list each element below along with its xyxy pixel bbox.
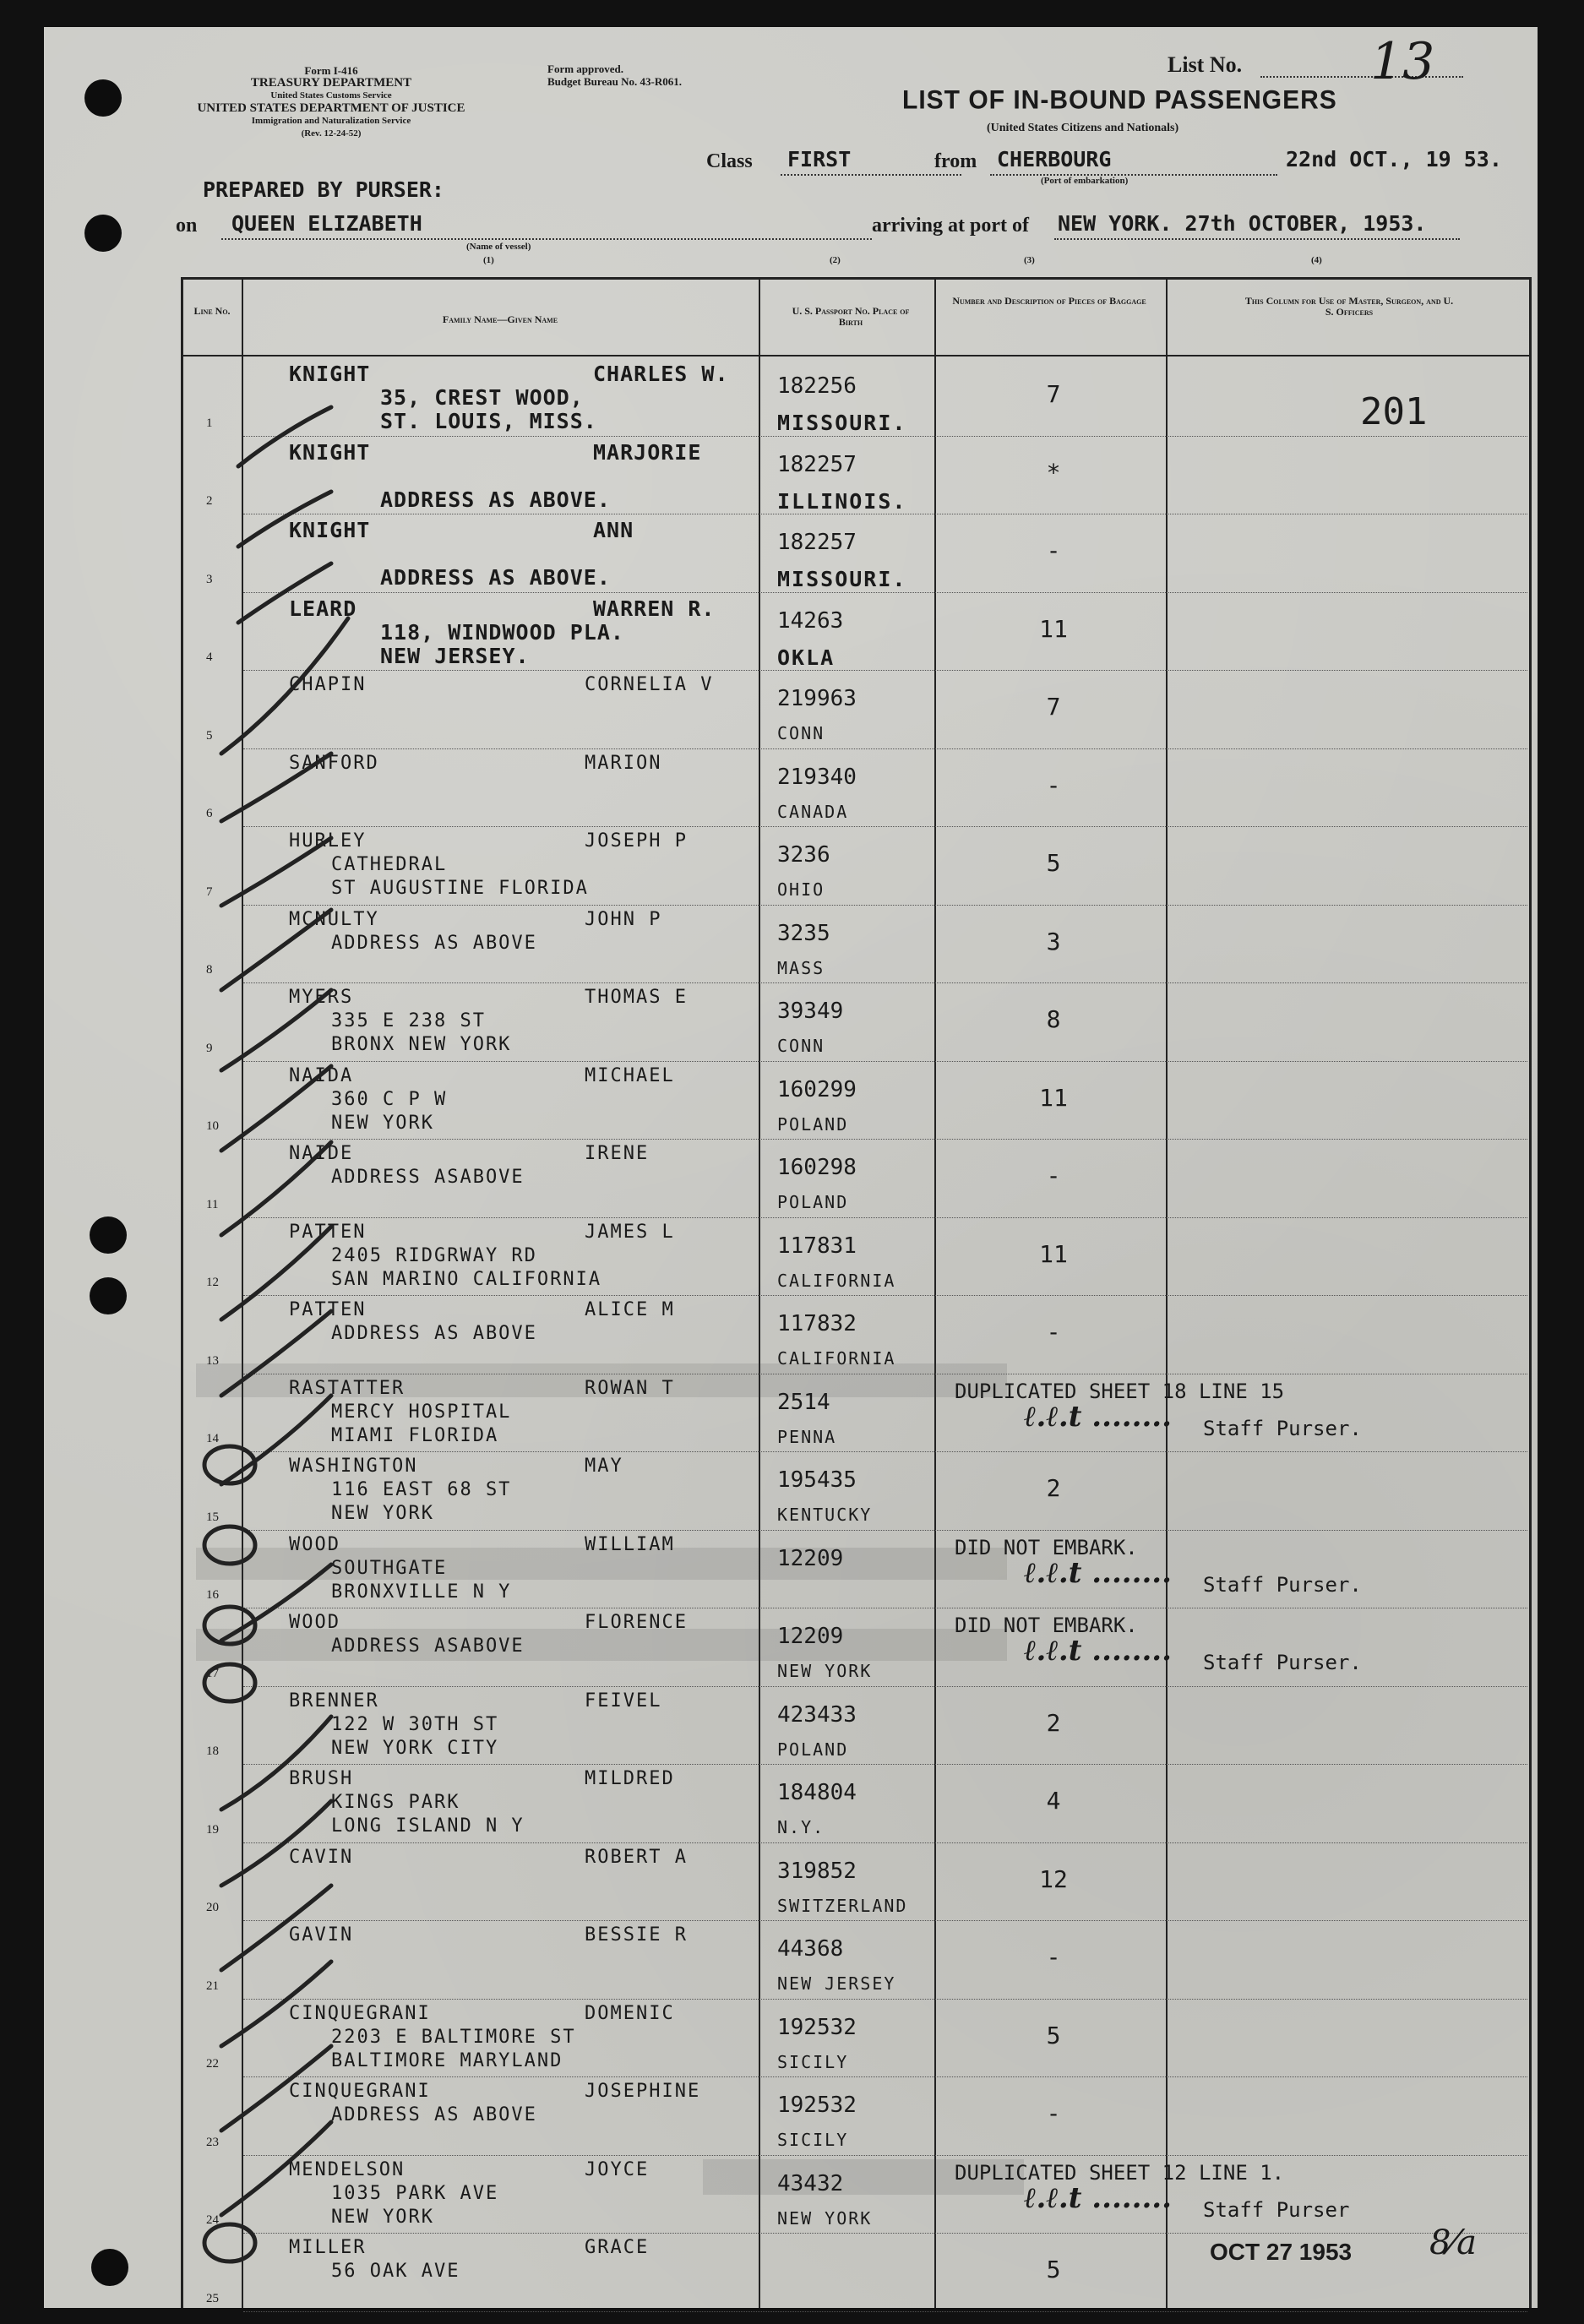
- header-baggage: Number and Description of Pieces of Baggage: [952, 295, 1146, 307]
- passport-number: 117831: [777, 1233, 857, 1259]
- col-number-2: (2): [830, 255, 841, 265]
- given-name: ROBERT A: [585, 1846, 688, 1868]
- address-line-1: 335 E 238 ST: [331, 1010, 486, 1031]
- arriving-label: arriving at port of: [872, 215, 1029, 237]
- family-name: KNIGHT: [289, 518, 371, 542]
- prepared-by: PREPARED BY PURSER:: [203, 177, 444, 202]
- form-approval: [547, 63, 682, 88]
- family-name: NAIDA: [289, 1064, 354, 1086]
- place-of-birth: POLAND: [777, 1192, 849, 1212]
- given-name: GRACE: [585, 2237, 650, 2258]
- line-number: 13: [206, 1353, 219, 1368]
- passport-number: 3236: [777, 842, 830, 868]
- from-label: from: [934, 150, 977, 172]
- form-number: Form I-416: [304, 64, 358, 77]
- address-line-2: NEW YORK CITY: [331, 1737, 499, 1759]
- header-officers: This Column for Use of Master, Surgeon, and U. S. Officers: [1244, 295, 1454, 318]
- form-title: LIST OF IN-BOUND PASSENGERS: [902, 85, 1337, 115]
- passport-number: 192532: [777, 2093, 857, 2118]
- purser-initials-signature: ℓ.ℓ.t ........: [1024, 1399, 1172, 1434]
- baggage-count: 11: [1039, 1083, 1068, 1112]
- address-line-2: ST AUGUSTINE FLORIDA: [331, 878, 589, 899]
- address-line-1: ADDRESS AS ABOVE: [331, 2104, 537, 2125]
- passport-number: 12209: [777, 1545, 844, 1571]
- address-line-2: ADDRESS AS ABOVE.: [380, 487, 611, 512]
- given-name: MILDRED: [585, 1768, 675, 1789]
- address-line-1: MERCY HOSPITAL: [331, 1401, 512, 1423]
- family-name: RASTATTER: [289, 1377, 406, 1399]
- given-name: MARION: [585, 752, 662, 774]
- address-line-2: NEW YORK: [331, 1112, 434, 1134]
- col-number-4: (4): [1311, 255, 1322, 265]
- address-line-2: NEW JERSEY.: [380, 643, 530, 668]
- given-name: ROWAN T: [585, 1377, 675, 1399]
- given-name: MAY: [585, 1456, 623, 1477]
- baggage-count: 5: [1046, 2256, 1061, 2283]
- passport-number: 39349: [777, 999, 844, 1024]
- place-of-birth: POLAND: [777, 1113, 849, 1135]
- family-name: WOOD: [289, 1533, 340, 1555]
- passport-number: 43432: [777, 2170, 844, 2196]
- address-line-1: 118, WINDWOOD PLA.: [380, 619, 624, 645]
- given-name: FEIVEL: [585, 1690, 662, 1712]
- place-of-birth: CALIFORNIA: [777, 1348, 896, 1369]
- place-of-birth: ILLINOIS.: [777, 488, 907, 514]
- address-line-1: 35, CREST WOOD,: [380, 385, 584, 410]
- place-of-birth: SWITZERLAND: [777, 1895, 908, 1916]
- given-name: JOYCE: [585, 2158, 650, 2180]
- baggage-count: 4: [1046, 1787, 1061, 1815]
- given-name: MARJORIE: [593, 439, 702, 465]
- place-of-birth: KENTUCKY: [777, 1505, 873, 1525]
- passport-number: 319852: [777, 1858, 857, 1884]
- family-name: CINQUEGRANI: [289, 2002, 431, 2024]
- given-name: FLORENCE: [585, 1612, 688, 1633]
- address-line-1: CATHEDRAL: [331, 854, 448, 875]
- place-of-birth: MISSOURI.: [777, 567, 907, 591]
- family-name: WASHINGTON: [289, 1456, 418, 1477]
- place-of-birth: MISSOURI.: [777, 411, 907, 435]
- family-name: CINQUEGRANI: [289, 2081, 431, 2102]
- family-name: WOOD: [289, 1612, 340, 1633]
- family-name: CAVIN: [289, 1846, 354, 1868]
- line-number: 19: [206, 1822, 219, 1837]
- staff-purser-signature: Staff Purser: [1203, 2197, 1350, 2222]
- form-subtitle: (United States Citizens and Nationals): [987, 122, 1179, 134]
- ins-service: Immigration and Naturalization Service: [251, 116, 411, 126]
- header-passport: U. S. Passport No. Place of Birth: [792, 305, 910, 328]
- staff-purser-signature: Staff Purser.: [1203, 1416, 1362, 1440]
- baggage-count: -: [1046, 2099, 1061, 2127]
- customs-service: United States Customs Service: [270, 90, 392, 101]
- passport-number: 2514: [777, 1389, 830, 1415]
- passport-number: 423433: [777, 1701, 857, 1728]
- address-line-1: 1035 PARK AVE: [331, 2182, 499, 2204]
- address-line-2: ADDRESS AS ABOVE.: [380, 565, 611, 590]
- officer-remark: DID NOT EMBARK.: [955, 1614, 1138, 1637]
- family-name: MENDELSON: [289, 2158, 406, 2180]
- check-marks: [188, 399, 407, 2300]
- handwritten-mark: 8⁄a: [1429, 2223, 1477, 2262]
- address-line-2: SAN MARINO CALIFORNIA: [331, 1268, 602, 1290]
- baggage-count: 2: [1046, 1708, 1061, 1737]
- line-number: 20: [206, 1901, 219, 1914]
- baggage-count: 11: [1039, 614, 1068, 643]
- baggage-count: 2: [1046, 1474, 1061, 1502]
- line-number: 5: [206, 728, 213, 743]
- line-number: 8: [206, 963, 213, 977]
- vessel-name: QUEEN ELIZABETH: [231, 211, 422, 236]
- address-line-2: BRONX NEW YORK: [331, 1034, 512, 1055]
- embarkation-date: 22nd OCT., 19 53.: [1286, 147, 1502, 171]
- line-number: 14: [206, 1432, 219, 1445]
- passport-number: 182257: [777, 451, 857, 477]
- family-name: BRENNER: [289, 1690, 379, 1712]
- on-label: on: [176, 215, 198, 237]
- address-line-2: MIAMI FLORIDA: [331, 1424, 499, 1446]
- place-of-birth: CANADA: [777, 801, 849, 822]
- officer-remark: DUPLICATED SHEET 12 LINE 1.: [955, 2160, 1285, 2185]
- place-of-birth: SICILY: [777, 2130, 849, 2150]
- family-name: KNIGHT: [289, 362, 371, 386]
- passport-number: 14263: [777, 607, 844, 634]
- line-number: 17: [206, 1666, 219, 1680]
- baggage-count: -: [1046, 536, 1061, 564]
- line-number: 4: [206, 650, 213, 664]
- line-number: 18: [206, 1744, 219, 1758]
- staff-purser-signature: Staff Purser.: [1203, 1572, 1362, 1597]
- address-line-1: 2203 E BALTIMORE ST: [331, 2026, 576, 2048]
- line-number: 12: [206, 1276, 219, 1289]
- class-value: FIRST: [787, 147, 852, 171]
- passport-number: 192532: [777, 2014, 857, 2040]
- baggage-count: 7: [1046, 380, 1061, 408]
- line-number: 21: [206, 1978, 219, 1993]
- class-label: Class: [706, 150, 753, 172]
- address-line-2: BALTIMORE MARYLAND: [331, 2049, 563, 2071]
- place-of-birth: SICILY: [777, 2051, 849, 2072]
- col-number-3: (3): [1024, 255, 1035, 265]
- justice-dept: UNITED STATES DEPARTMENT OF JUSTICE: [197, 101, 465, 115]
- line-number: 3: [206, 572, 213, 586]
- given-name: CORNELIA V: [585, 674, 714, 695]
- given-name: WARREN R.: [593, 596, 716, 621]
- line-number: 7: [206, 884, 213, 899]
- from-port: CHERBOURG: [997, 147, 1112, 171]
- family-name: KNIGHT: [289, 439, 371, 465]
- col-number-1: (1): [483, 255, 494, 265]
- passport-number: 182256: [777, 373, 857, 399]
- given-name: THOMAS E: [585, 987, 688, 1008]
- staff-purser-signature: Staff Purser.: [1203, 1651, 1362, 1674]
- passport-number: 160298: [777, 1155, 857, 1180]
- baggage-count: 12: [1039, 1864, 1068, 1893]
- place-of-birth: NEW YORK: [777, 2207, 873, 2229]
- baggage-count: -: [1046, 1162, 1061, 1189]
- address-line-1: 116 EAST 68 ST: [331, 1479, 512, 1500]
- budget-bureau: Budget Bureau No. 43-R061.: [547, 75, 683, 88]
- family-name: PATTEN: [289, 1221, 367, 1243]
- purser-initials-signature: ℓ.ℓ.t ........: [1024, 1634, 1172, 1668]
- line-number: 24: [206, 2213, 219, 2227]
- place-of-birth: NEW JERSEY: [777, 1973, 896, 1994]
- form-revision: (Rev. 12-24-52): [301, 128, 362, 139]
- line-number: 10: [206, 1119, 219, 1133]
- family-name: CHAPIN: [289, 674, 367, 695]
- line-number: 16: [206, 1588, 219, 1602]
- address-line-2: NEW YORK: [331, 2206, 434, 2228]
- line-number: 25: [206, 2291, 219, 2305]
- officer-number: 201: [1360, 390, 1428, 433]
- purser-initials-signature: ℓ.ℓ.t ........: [1024, 1555, 1172, 1590]
- line-number: 6: [206, 807, 213, 820]
- place-of-birth: POLAND: [777, 1739, 849, 1760]
- table-top-border: [181, 277, 1531, 280]
- place-of-birth: PENNA: [777, 1426, 837, 1447]
- header-line-no: Line No.: [193, 305, 231, 317]
- address-line-1: 360 C P W: [331, 1088, 448, 1110]
- baggage-count: -: [1046, 1943, 1061, 1971]
- place-of-birth: MASS: [777, 957, 825, 978]
- given-name: MICHAEL: [585, 1064, 675, 1086]
- manifest-sheet: [44, 27, 1538, 2308]
- line-number: 23: [206, 2135, 219, 2149]
- baggage-count: -: [1046, 770, 1061, 799]
- line-number: 9: [206, 1041, 213, 1055]
- address-line-1: 56 OAK AVE: [331, 2261, 460, 2282]
- family-name: GAVIN: [289, 1924, 354, 1946]
- header-name: Family Name—Given Name: [442, 313, 558, 325]
- family-name: HURLEY: [289, 830, 367, 852]
- place-of-birth: OKLA: [777, 645, 836, 670]
- passport-number: 12209: [777, 1624, 844, 1649]
- family-name: LEARD: [289, 596, 357, 621]
- baggage-count: 3: [1046, 927, 1061, 955]
- given-name: ALICE M: [585, 1299, 675, 1320]
- passport-number: 44368: [777, 1936, 844, 1962]
- given-name: JOHN P: [585, 908, 662, 930]
- given-name: DOMENIC: [585, 2002, 675, 2024]
- place-of-birth: OHIO: [777, 879, 825, 900]
- address-line-1: 122 W 30TH ST: [331, 1713, 499, 1735]
- line-number: 15: [206, 1510, 219, 1524]
- address-line-1: ADDRESS AS ABOVE: [331, 932, 537, 954]
- address-line-2: BRONXVILLE N Y: [331, 1581, 512, 1603]
- baggage-count: 5: [1046, 849, 1061, 877]
- line-number: 2: [206, 494, 213, 508]
- line-number: 1: [206, 416, 213, 430]
- form-header-left: [196, 64, 466, 140]
- passport-number: 219340: [777, 764, 857, 790]
- form-approved: Form approved.: [547, 63, 624, 75]
- address-line-1: ADDRESS AS ABOVE: [331, 1323, 537, 1344]
- officer-remark: DUPLICATED SHEET 18 LINE 15: [955, 1379, 1285, 1403]
- given-name: IRENE: [585, 1143, 650, 1164]
- address-line-1: ADDRESS ASABOVE: [331, 1636, 525, 1657]
- address-line-2: LONG ISLAND N Y: [331, 1815, 525, 1837]
- address-line-1: SOUTHGATE: [331, 1557, 448, 1579]
- family-name: MYERS: [289, 987, 354, 1008]
- vessel-note: (Name of vessel): [466, 242, 531, 252]
- place-of-birth: CONN: [777, 723, 825, 743]
- port-note: (Port of embarkation): [1041, 176, 1129, 186]
- baggage-count: *: [1046, 458, 1061, 487]
- baggage-count: 11: [1039, 1239, 1068, 1268]
- family-name: SANFORD: [289, 752, 379, 774]
- table-header-divider: [181, 355, 1531, 356]
- passport-number: 195435: [777, 1467, 857, 1493]
- given-name: CHARLES W.: [593, 362, 729, 386]
- purser-initials-signature: ℓ.ℓ.t ........: [1024, 2180, 1172, 2215]
- row-divider: [243, 2311, 1527, 2312]
- address-line-1: ADDRESS ASABOVE: [331, 1167, 525, 1188]
- date-stamp: OCT 27 1953: [1210, 2239, 1353, 2265]
- address-line-2: NEW YORK: [331, 1503, 434, 1524]
- family-name: MCNULTY: [289, 908, 379, 930]
- baggage-count: 7: [1046, 693, 1061, 721]
- given-name: JAMES L: [585, 1221, 675, 1243]
- place-of-birth: CONN: [777, 1036, 825, 1056]
- given-name: JOSEPHINE: [585, 2081, 701, 2102]
- given-name: BESSIE R: [585, 1924, 688, 1946]
- passport-number: 182257: [777, 530, 857, 555]
- passport-number: 184804: [777, 1780, 857, 1805]
- address-line-1: KINGS PARK: [331, 1792, 460, 1813]
- given-name: JOSEPH P: [585, 830, 688, 852]
- passport-number: 117832: [777, 1311, 857, 1336]
- family-name: PATTEN: [289, 1299, 367, 1320]
- baggage-count: -: [1046, 1318, 1061, 1346]
- place-of-birth: NEW YORK: [777, 1661, 873, 1681]
- family-name: NAIDE: [289, 1143, 354, 1164]
- given-name: WILLIAM: [585, 1533, 675, 1555]
- passport-number: 219963: [777, 686, 857, 711]
- arrival-port-date: NEW YORK. 27th OCTOBER, 1953.: [1058, 211, 1427, 236]
- baggage-count: 5: [1046, 2021, 1061, 2049]
- place-of-birth: CALIFORNIA: [777, 1270, 896, 1291]
- passport-number: 3235: [777, 920, 830, 946]
- binder-hole: [84, 215, 122, 252]
- passport-number: 160299: [777, 1076, 857, 1102]
- treasury-dept: TREASURY DEPARTMENT: [250, 76, 412, 90]
- list-number: 13: [1370, 32, 1435, 91]
- line-number: 22: [206, 2057, 219, 2071]
- list-no-label: List No.: [1168, 52, 1243, 77]
- line-number: 11: [206, 1197, 219, 1211]
- officer-remark: DID NOT EMBARK.: [955, 1535, 1138, 1559]
- baggage-count: 8: [1046, 1005, 1061, 1033]
- address-line-2: ST. LOUIS, MISS.: [380, 409, 597, 433]
- address-line-1: 2405 RIDGRWAY RD: [331, 1244, 537, 1266]
- family-name: MILLER: [289, 2237, 367, 2258]
- given-name: ANN: [593, 518, 634, 542]
- binder-hole: [84, 79, 122, 117]
- place-of-birth: N.Y.: [777, 1817, 825, 1837]
- family-name: BRUSH: [289, 1768, 354, 1789]
